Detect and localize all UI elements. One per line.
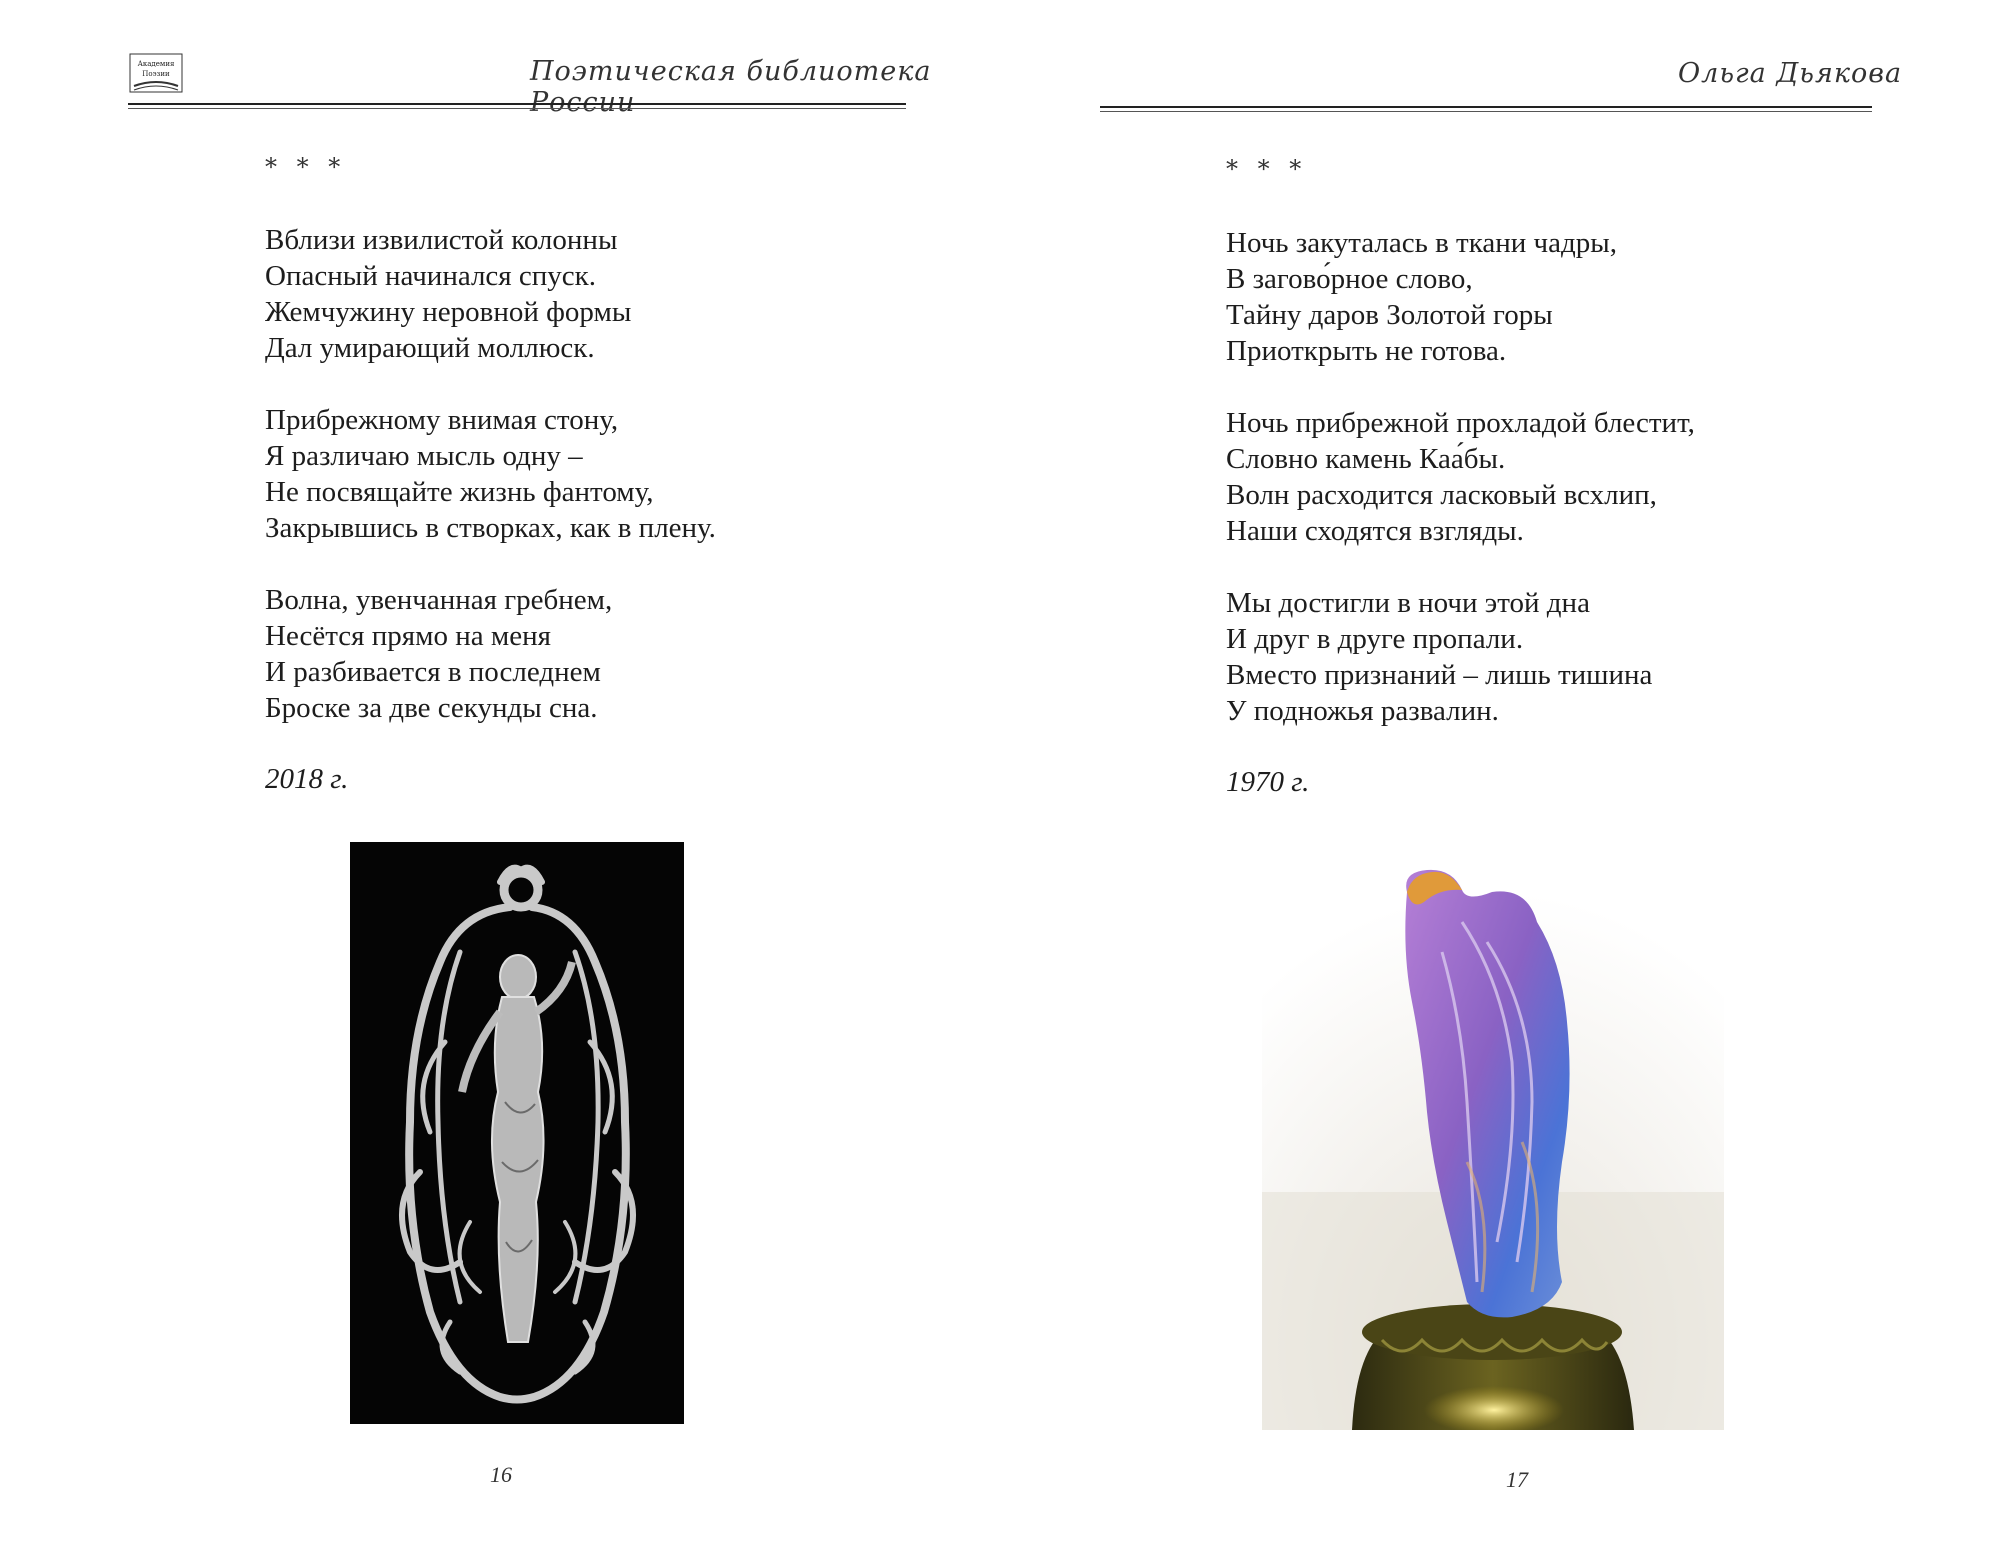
header-rule-thin <box>1100 111 1872 112</box>
poem-year: 1970 г. <box>1226 766 1310 798</box>
poem-line: Тайну даров Золотой горы <box>1226 299 1553 331</box>
poem <box>1226 225 1695 765</box>
stanza-2 <box>265 402 716 546</box>
stanza-1 <box>265 222 716 366</box>
poem-line: Броске за две секунды сна. <box>265 692 598 724</box>
poem-line: Волна, увенчанная гребнем, <box>265 584 613 616</box>
poem-line: Закрывшись в створках, как в плену. <box>265 512 716 544</box>
poem-line: Наши сходятся взгляды. <box>1226 515 1524 547</box>
series-header: Поэтическая библиотека России <box>530 56 932 118</box>
stanza-3 <box>1226 585 1695 729</box>
agate-sculpture-image <box>1262 862 1724 1430</box>
author-header: Ольга Дьякова <box>1678 58 1903 89</box>
publisher-logo <box>128 52 184 94</box>
section-stars: * * * <box>1226 155 1308 183</box>
poem-line: И разбивается в последнем <box>265 656 601 688</box>
page-number: 17 <box>1506 1467 1528 1492</box>
poem-line: Мы достигли в ночи этой дна <box>1226 587 1590 619</box>
poem-line: Ночь закуталась в ткани чадры, <box>1226 227 1617 259</box>
poem-line: В загово́рное слово, <box>1226 263 1473 295</box>
poem-line: Приоткрыть не готова. <box>1226 335 1507 367</box>
poem-line: Опасный начинался спуск. <box>265 260 596 292</box>
poem-line: У подножья развалин. <box>1226 695 1499 727</box>
poem-line: Вместо признаний – лишь тишина <box>1226 659 1653 691</box>
section-stars: * * * <box>265 153 347 181</box>
poem-line: И друг в друге пропали. <box>1226 623 1524 655</box>
header-rule <box>1100 106 1872 108</box>
poem-line: Не посвящайте жизнь фантому, <box>265 476 654 508</box>
poem-line: Словно камень Каа́бы. <box>1226 443 1506 475</box>
poem-line: Волн расходится ласковый всхлип, <box>1226 479 1657 511</box>
right-page <box>1000 0 2000 1560</box>
poem-line: Жемчужину неровной формы <box>265 296 632 328</box>
poem-line: Прибрежному внимая стону, <box>265 404 619 436</box>
silver-pendant-image <box>350 842 684 1424</box>
poem-line: Дал умирающий моллюск. <box>265 332 595 364</box>
svg-text:Академия: Академия <box>137 60 175 68</box>
stanza-2 <box>1226 405 1695 549</box>
header-rule-thin <box>128 108 906 109</box>
poem-line: Вблизи извилистой колонны <box>265 224 618 256</box>
svg-text:Поэзии: Поэзии <box>142 70 170 78</box>
poem-line: Я различаю мысль одну – <box>265 440 583 472</box>
stanza-3 <box>265 582 716 726</box>
header-rule <box>128 103 906 105</box>
poem <box>265 222 716 762</box>
poem-line: Несётся прямо на меня <box>265 620 551 652</box>
poem-line: Ночь прибрежной прохладой блестит, <box>1226 407 1695 439</box>
page-number: 16 <box>490 1462 512 1487</box>
stanza-1 <box>1226 225 1695 369</box>
poem-year: 2018 г. <box>265 763 349 795</box>
